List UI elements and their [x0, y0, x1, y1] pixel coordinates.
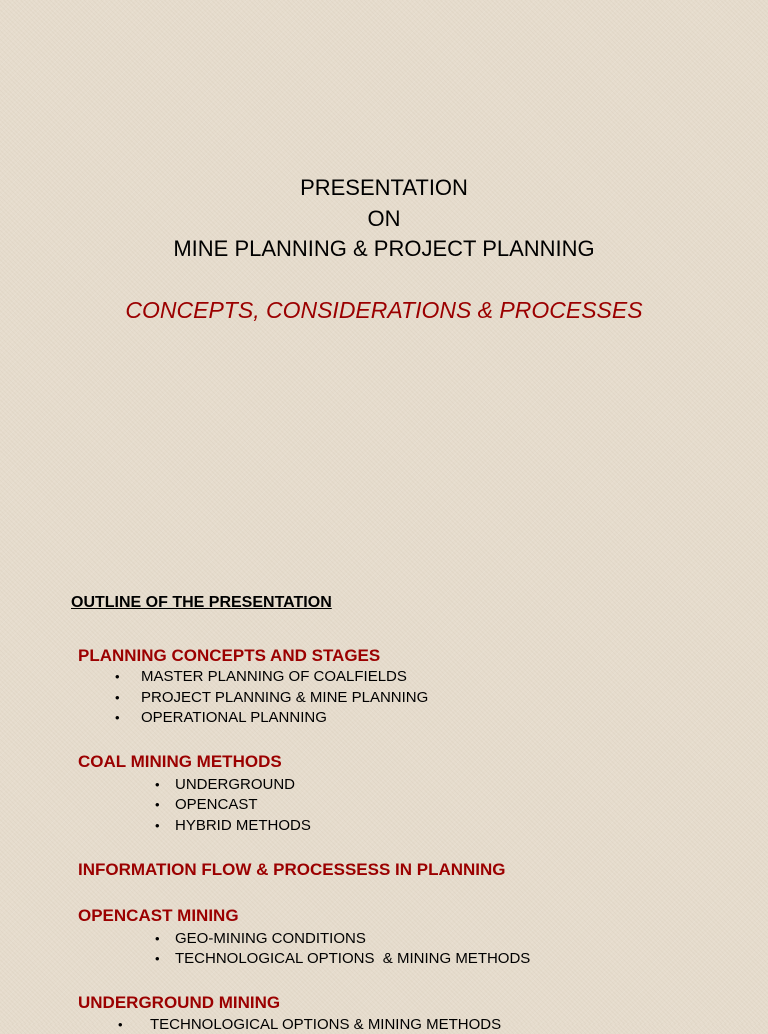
list-item-text: HYBRID METHODS: [175, 817, 311, 834]
outline-slide: [0, 580, 768, 1033]
list-item: [155, 776, 295, 794]
bullet-icon: •: [115, 690, 120, 705]
list-item-text: MASTER PLANNING OF COALFIELDS: [141, 668, 407, 685]
bullet-icon: •: [155, 931, 160, 946]
bullet-icon: •: [155, 777, 160, 792]
bullet-icon: •: [115, 669, 120, 684]
title-line-topic: MINE PLANNING & PROJECT PLANNING: [173, 236, 595, 261]
section-heading-coal-mining-methods: COAL MINING METHODS: [78, 752, 282, 771]
list-item-text: OPENCAST: [175, 796, 258, 813]
bullet-icon: •: [155, 951, 160, 966]
bullet-icon: •: [155, 797, 160, 812]
list-item: [118, 1016, 501, 1034]
list-item: [155, 796, 258, 814]
list-item: [115, 668, 407, 686]
bullet-icon: •: [115, 710, 120, 725]
outline-heading: OUTLINE OF THE PRESENTATION: [71, 594, 332, 611]
list-item-text: UNDERGROUND: [175, 776, 295, 793]
list-item-text: GEO-MINING CONDITIONS: [175, 930, 366, 947]
bullet-icon: •: [155, 818, 160, 833]
list-item-text: PROJECT PLANNING & MINE PLANNING: [141, 689, 429, 706]
list-item: [115, 689, 428, 707]
list-item: [155, 817, 311, 835]
section-heading-opencast-mining: OPENCAST MINING: [78, 906, 239, 925]
list-item-text: TECHNOLOGICAL OPTIONS & MINING METHODS: [175, 950, 531, 967]
list-item: [115, 709, 327, 727]
list-item: [155, 930, 366, 948]
list-item: [155, 950, 530, 968]
list-item-text: OPERATIONAL PLANNING: [141, 709, 327, 726]
section-heading-information-flow: INFORMATION FLOW & PROCESSESS IN PLANNING: [78, 860, 506, 879]
section-heading-planning-concepts: PLANNING CONCEPTS AND STAGES: [78, 646, 381, 665]
title-line-presentation: PRESENTATION: [300, 175, 468, 200]
slide-subtitle: CONCEPTS, CONSIDERATIONS & PROCESSES: [125, 297, 643, 323]
title-line-on: ON: [367, 206, 401, 231]
section-heading-underground-mining: UNDERGROUND MINING: [78, 993, 281, 1012]
list-item-text: TECHNOLOGICAL OPTIONS & MINING METHODS: [150, 1016, 502, 1033]
bullet-icon: •: [118, 1017, 123, 1032]
